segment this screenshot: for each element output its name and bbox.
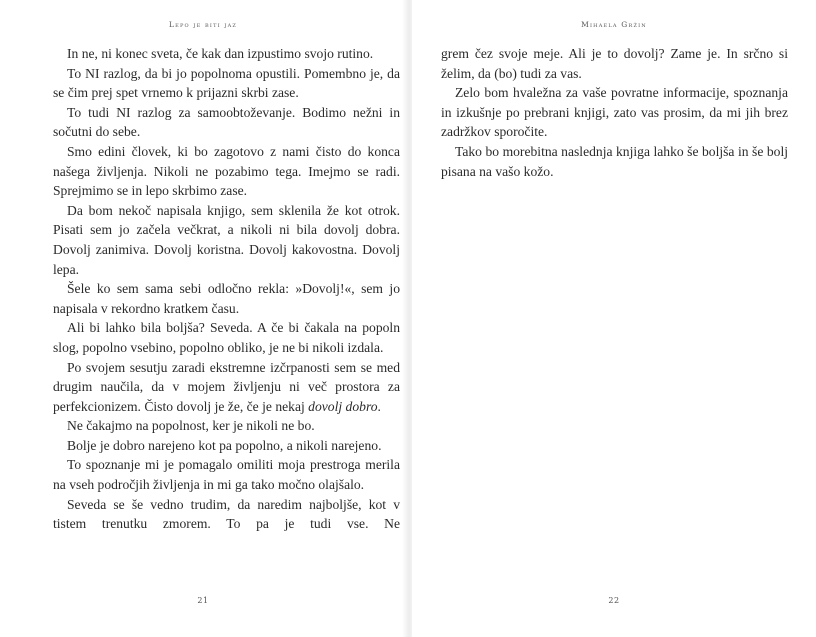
paragraph: grem čez svoje meje. Ali je to dovolj? Zame je. In srčno si želim, da (bo) tudi za vas. [441,46,788,81]
right-page-body [441,44,788,181]
left-page [0,0,406,637]
paragraph-text: . [377,398,381,414]
paragraph: Bolje je dobro narejeno kot pa popolno, a nikoli narejeno. [67,437,382,453]
right-page [412,0,816,637]
paragraph: Seveda se še vedno trudim, da naredim najboljše, kot v tistem trenutku zmorem. To pa je tudi vse. Ne [53,496,400,532]
left-page-body [53,44,400,534]
paragraph: Smo edini človek, ki bo zagotovo z nami čisto do konca našega življenja. Nikoli ne pozabimo tega. Imejmo se radi. Sprejmimo se in lepo skrbimo zase. [53,143,400,199]
paragraph: To NI razlog, da bi jo popolnoma opustili. Pomembno je, da se čim prej spet vrnemo k prijazni skrbi zase. [53,65,400,101]
paragraph: Da bom nekoč napisala knjigo, sem sklenila že kot otrok. Pisati sem jo začela večkrat, a nikoli ni bila dovolj dobra. Dovolj zanimiva. Dovolj koristna. Dovolj kakovostna. Dovolj lepa. [53,202,400,277]
paragraph-with-emphasis [53,358,400,417]
running-head-title: Lepo je biti jaz [168,20,238,29]
paragraph: In ne, ni konec sveta, če kak dan izpustimo svojo rutino. [67,46,374,61]
paragraph: Ne čakajmo na popolnost, ker je nikoli ne bo. [67,418,315,434]
page-number: 21 [197,596,209,605]
page-number: 22 [608,596,620,605]
emphasis-text: dovolj dobro [308,398,378,414]
paragraph: Tako bo morebitna naslednja knjiga lahko še boljša in še bolj pisana na vašo kožo. [441,143,788,179]
paragraph: Zelo bom hvaležna za vaše povratne informacije, spoznanja in izkušnje po prebrani knjigi, zato vas prosim, da mi jih brez zadržkov sporočite. [441,85,788,140]
paragraph: Ali bi lahko bila boljša? Seveda. A če bi čakala na popoln slog, popolno vsebino, popolno obliko, je ne bi nikoli izdala. [53,320,400,355]
running-head-author: Mihaela Gržin [581,20,647,29]
paragraph: Šele ko sem sama sebi odločno rekla: »Dovolj!«, sem jo napisala v rekordno kratkem času. [53,281,400,316]
paragraph-text: Po svojem sesutju zaradi ekstremne izčrpanosti sem se med drugim naučila, da v mojem življenju ni več prostora za perfekcionizem. Čisto dovolj je že, če je nekaj [53,359,400,414]
paragraph: To tudi NI razlog za samoobtoževanje. Bodimo nežni in sočutni do sebe. [53,104,400,140]
paragraph: To spoznanje mi je pomagalo omiliti moja prestroga merila na vseh področjih življenja in mi ga tako močno olajšalo. [53,457,400,493]
